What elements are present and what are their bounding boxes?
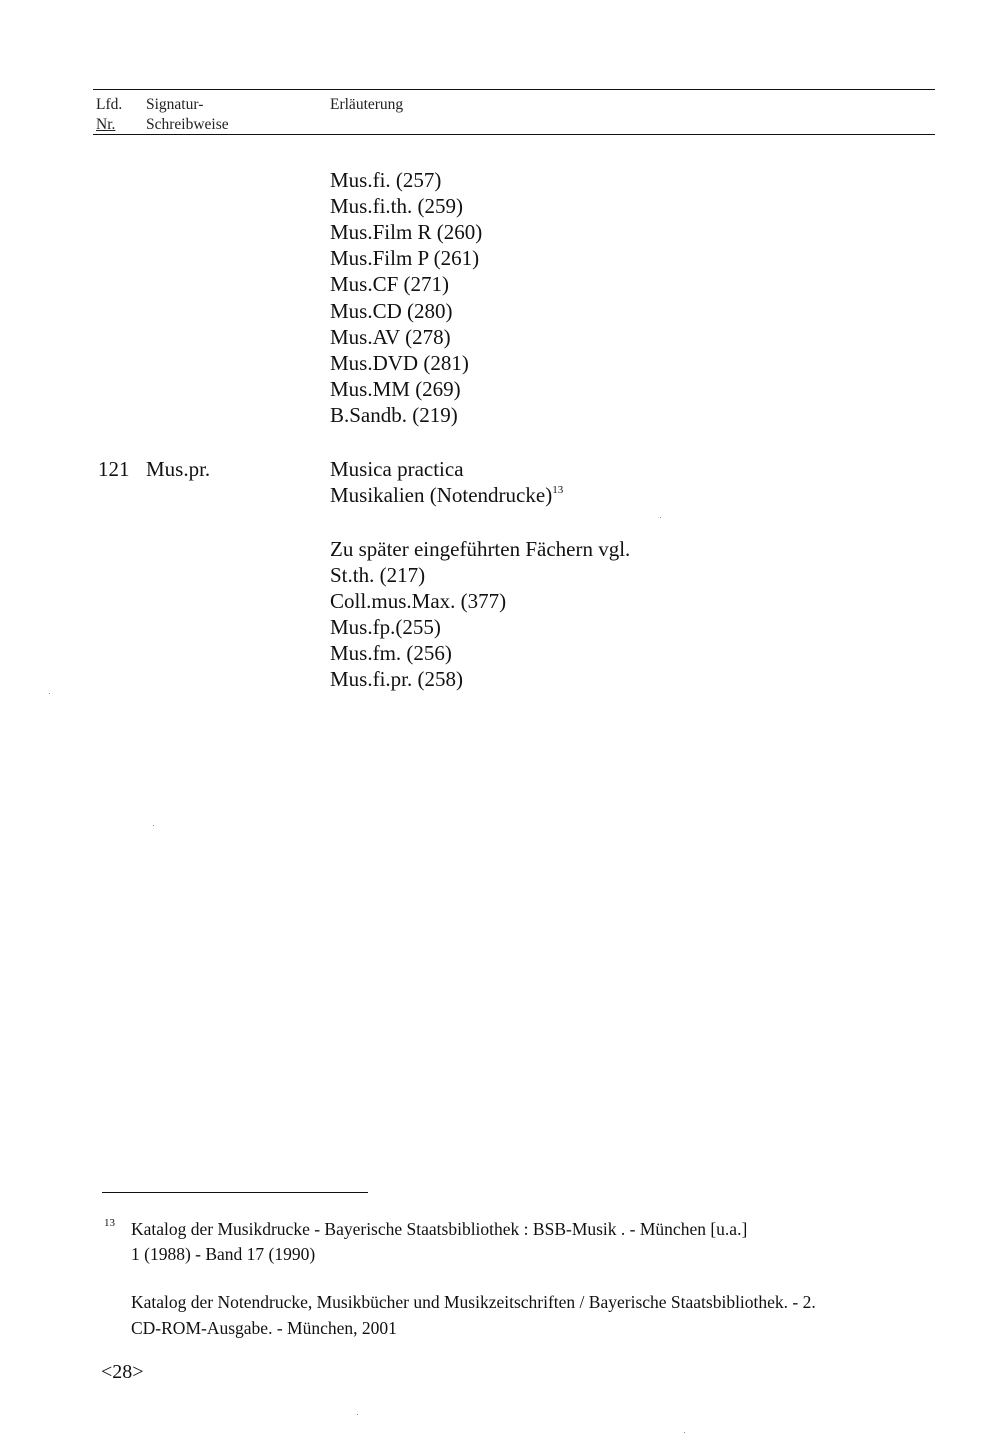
list-item: Mus.fm. (256): [330, 641, 452, 665]
list-item: B.Sandb. (219): [330, 403, 458, 427]
entry-explanation-line1: Musica practica: [330, 457, 464, 481]
entry-number: 121: [98, 457, 130, 481]
footnote-marker: 13: [104, 1217, 115, 1229]
page-number: <28>: [101, 1361, 144, 1383]
footnote-reference[interactable]: 13: [552, 484, 564, 496]
entry-signature: Mus.pr.: [146, 457, 211, 481]
list-item: Mus.fi.pr. (258): [330, 667, 463, 691]
list-item: Mus.fi.th. (259): [330, 194, 463, 218]
scan-speck: [660, 517, 661, 518]
scan-speck: [49, 693, 50, 694]
list-item: Mus.AV (278): [330, 325, 451, 349]
header-top-rule: [93, 89, 935, 90]
list-item: Mus.fp.(255): [330, 615, 441, 639]
scan-speck: [357, 1414, 358, 1415]
column-header-signature: [146, 95, 229, 135]
footnote-line: 1 (1988) - Band 17 (1990): [131, 1244, 316, 1264]
list-item: Mus.Film R (260): [330, 220, 483, 244]
footnote-separator: [102, 1192, 368, 1193]
see-also-intro: Zu später eingeführten Fächern vgl.: [330, 537, 631, 561]
list-item: Mus.DVD (281): [330, 351, 469, 375]
footnote-line: Katalog der Musikdrucke - Bayerische Staatsbibliothek : BSB-Musik . - München [u.a.]: [131, 1219, 748, 1239]
list-item: Mus.MM (269): [330, 377, 461, 401]
footnote-line: Katalog der Notendrucke, Musikbücher und Musikzeitschriften / Bayerische Staatsbibliothek. - 2.: [131, 1292, 816, 1312]
column-header-number-line1: Lfd.: [96, 96, 123, 113]
entry-explanation-text: Musikalien (Notendrucke): [330, 483, 553, 507]
list-item: Mus.fi. (257): [330, 168, 442, 192]
column-header-number-line2: Nr.: [96, 116, 116, 133]
column-header-signature-line1: Signatur-: [146, 96, 204, 113]
list-item: Mus.CF (271): [330, 272, 450, 296]
list-item: St.th. (217): [330, 563, 426, 587]
footnote-line: CD-ROM-Ausgabe. - München, 2001: [131, 1318, 397, 1338]
column-header-number: [96, 95, 122, 135]
list-item: Coll.mus.Max. (377): [330, 589, 507, 613]
list-item: Mus.Film P (261): [330, 246, 480, 270]
scan-speck: [684, 1432, 685, 1433]
column-header-explanation: Erläuterung: [330, 96, 404, 113]
header-bottom-rule: [93, 134, 935, 135]
list-item: Mus.CD (280): [330, 299, 453, 323]
entry-explanation-line2: [330, 482, 563, 508]
column-header-signature-line2: Schreibweise: [146, 116, 229, 133]
scan-speck: [153, 825, 154, 826]
